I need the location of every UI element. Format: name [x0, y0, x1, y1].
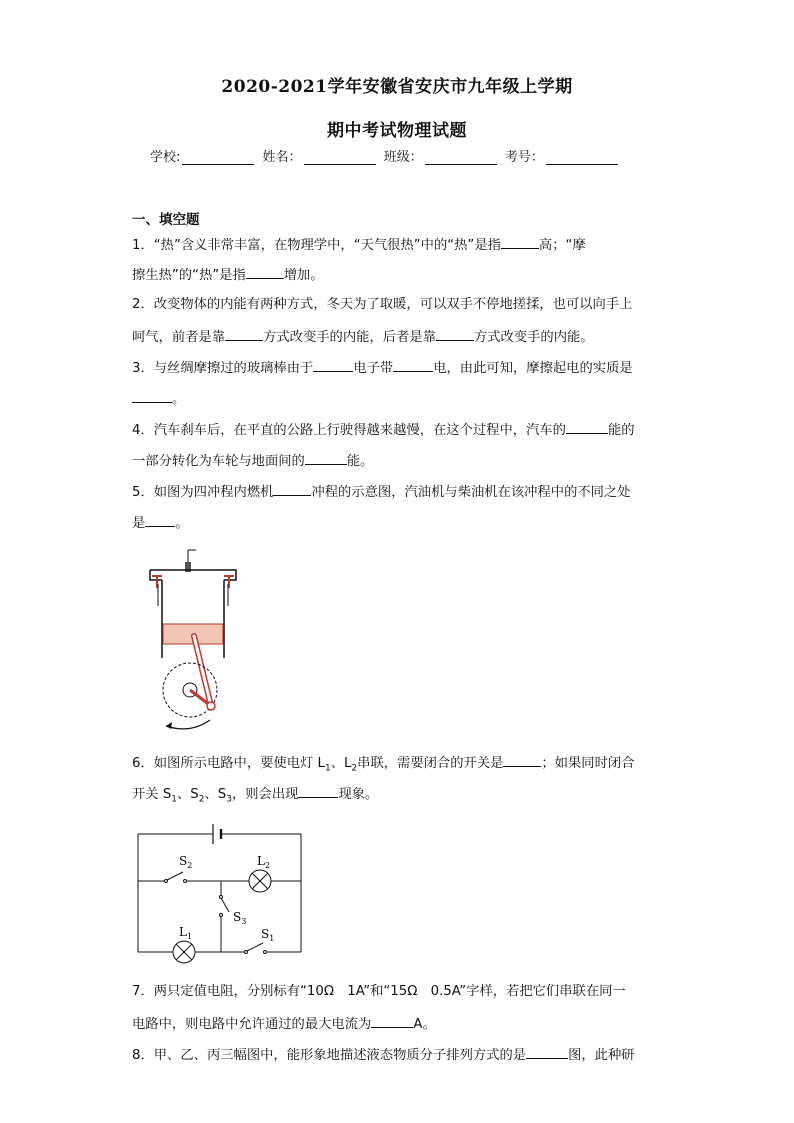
class-field[interactable] — [425, 150, 497, 165]
name-field[interactable] — [304, 150, 376, 165]
q1-text-b: 高；“摩 — [538, 238, 586, 253]
q1-text-d: 增加。 — [283, 268, 324, 283]
q3-blank-3[interactable] — [132, 389, 172, 403]
q2-text-c: 方式改变手的内能，后者是靠 — [263, 330, 436, 345]
question-7-line1 — [132, 983, 662, 1001]
intake-valve — [152, 576, 162, 588]
page-title-line2: 期中考试物理试题 — [327, 121, 467, 141]
label-s2: $S_2$ — [179, 854, 193, 870]
q6-sub-1: 1 — [324, 763, 331, 774]
school-label: 学校: — [150, 150, 181, 165]
q8-text-a: 8．甲、乙、丙三幅图中，能形象地描述液态物质分子排列方式的是 — [132, 1048, 527, 1063]
exam-no-field[interactable] — [546, 150, 618, 165]
q4-text-d: 能。 — [346, 454, 374, 469]
name-label: 姓名： — [262, 150, 302, 165]
q6-text-e: 开关 S — [132, 787, 172, 802]
q5-blank-1[interactable] — [273, 482, 311, 496]
q1-blank-2[interactable] — [246, 265, 284, 279]
question-1-line1 — [132, 235, 662, 255]
q2-text-d: 方式改变手的内能。 — [473, 330, 594, 345]
q2-text-b: 呵气，前者是靠 — [132, 330, 226, 345]
q4-text-a: 4．汽车刹车后，在平直的公路上行驶得越来越慢，在这个过程中，汽车的 — [132, 423, 566, 438]
q3-blank-1[interactable] — [313, 358, 353, 372]
q7-text-a: 7．两只定值电阻，分别标有“10Ω 1A”和“15Ω 0.5A”字样，若把它们串联在同一 — [132, 984, 626, 999]
q6-text-b: 、L — [330, 756, 352, 771]
q1-text-c: 擦生热”的“热”是指 — [132, 268, 246, 283]
q6-text-c: 串联，需要闭合的开关是 — [357, 756, 504, 771]
q6-blank-1[interactable] — [503, 753, 541, 767]
question-6-line2 — [132, 784, 662, 809]
q4-text-b: 能的 — [607, 423, 635, 438]
q1-text-a: 1．“热”含义非常丰富，在物理学中，“天气很热”中的“热”是指 — [132, 238, 501, 253]
q5-text-b: 冲程的示意图，汽油机与柴油机在该冲程中的不同之处 — [311, 485, 631, 500]
question-2-line2 — [132, 327, 662, 347]
label-l1: $L_1$ — [179, 925, 193, 941]
q8-text-b: 图，此种研 — [568, 1048, 635, 1063]
class-label: 班级： — [383, 150, 423, 165]
exam-no-label: 考号： — [504, 150, 544, 165]
student-info-row — [150, 146, 620, 165]
q6-text-g: 、S — [204, 787, 227, 802]
section-title: 一、填空题 — [132, 212, 200, 228]
cylinder-head — [150, 570, 236, 580]
question-8-line1 — [132, 1045, 662, 1065]
question-3-line2 — [132, 389, 662, 409]
q6-sub-s3: 3 — [226, 794, 232, 805]
exhaust-valve — [224, 576, 234, 588]
q7-blank-1[interactable] — [371, 1014, 413, 1028]
q8-blank-1[interactable] — [526, 1045, 568, 1059]
q6-blank-2[interactable] — [298, 784, 338, 798]
question-5-line1 — [132, 482, 662, 502]
question-4-line2 — [132, 451, 662, 471]
q5-text-d: 。 — [175, 516, 189, 531]
rotation-arrow-head — [166, 722, 172, 729]
q2-text-a: 2．改变物体的内能有两种方式，冬天为了取暖，可以双手不停地搓揉，也可以向手上 — [132, 297, 633, 312]
question-4-line1 — [132, 420, 662, 440]
label-s1: $S_1$ — [261, 927, 275, 943]
label-s3: $S_3$ — [233, 910, 247, 926]
school-field[interactable] — [182, 150, 254, 165]
rotation-arrow — [166, 720, 210, 729]
q4-blank-1[interactable] — [566, 420, 608, 434]
q6-text-d: ；如果同时闭合 — [541, 756, 635, 771]
engine-diagram — [138, 548, 248, 738]
question-1-line2 — [132, 265, 662, 285]
circuit-diagram — [135, 820, 305, 965]
q6-sub-2: 2 — [351, 763, 358, 774]
q4-text-c: 一部分转化为车轮与地面间的 — [132, 454, 305, 469]
question-5-line2 — [132, 513, 662, 533]
q2-blank-2[interactable] — [436, 327, 474, 341]
question-3-line1 — [132, 358, 662, 378]
s3-blade — [221, 898, 229, 912]
q1-blank-1[interactable] — [501, 235, 539, 249]
q6-text-h: ，则会出现 — [231, 787, 299, 802]
s1-blade — [247, 943, 263, 951]
q6-text-a: 6．如图所示电路中，要使电灯 L — [132, 756, 325, 771]
question-7-line2 — [132, 1014, 662, 1034]
label-l2: $L_2$ — [257, 854, 271, 870]
q7-text-b: 电路中，则电路中允许通过的最大电流为 — [132, 1017, 372, 1032]
q4-blank-2[interactable] — [305, 451, 347, 465]
q7-text-c: A。 — [413, 1017, 436, 1032]
question-2-line1 — [132, 296, 662, 314]
q2-blank-1[interactable] — [225, 327, 263, 341]
s2-blade — [167, 872, 183, 880]
q6-text-i: 现象。 — [338, 787, 379, 802]
q3-blank-2[interactable] — [393, 358, 433, 372]
q3-text-a: 3．与丝绸摩擦过的玻璃棒由于 — [132, 361, 314, 376]
q6-sub-s1: 1 — [171, 794, 177, 805]
q3-text-b: 电子带 — [353, 361, 394, 376]
q5-text-c: 是 — [132, 516, 146, 531]
q6-text-f: 、S — [177, 787, 199, 802]
crank-pin — [207, 702, 215, 710]
page-title-line1: 2020-2021学年安徽省安庆市九年级上学期 — [221, 77, 573, 97]
q6-sub-s2: 2 — [198, 794, 205, 805]
question-6-line1 — [132, 753, 662, 778]
q3-text-c: 电，由此可知，摩擦起电的实质是 — [433, 361, 633, 376]
q5-blank-2[interactable] — [145, 513, 175, 527]
q3-text-d: 。 — [172, 392, 186, 407]
q5-text-a: 5．如图为四冲程内燃机 — [132, 485, 274, 500]
